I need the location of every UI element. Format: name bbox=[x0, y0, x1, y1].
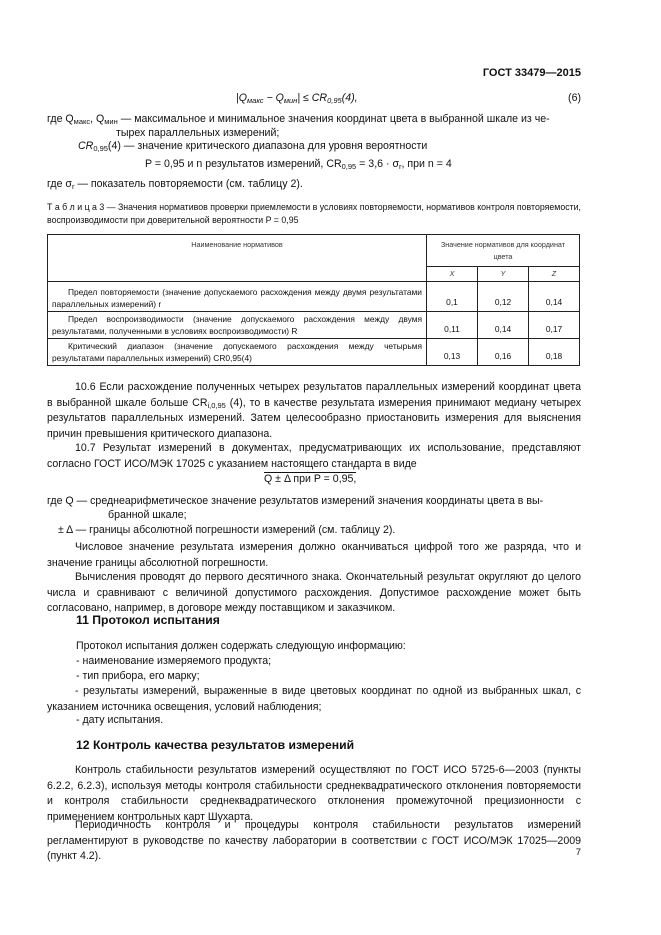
table-row: Предел воспроизводимости (значение допускаемого расхождения между двумя результатами, полученными в условиях воспроизводимости) R 0,11 0,14 0,17 bbox=[48, 312, 580, 339]
where-qmax-qmin: где $Q_{макс}$, $Q_{мин}$ — максимальное и минимальное значения координат цвета в выбранной шкале из че- bbox=[47, 113, 550, 126]
list-item: - тип прибора, его марку; bbox=[76, 670, 200, 682]
where-sigma: где $\sigma_r$ — показатель повторяемости (см. таблицу 2). bbox=[47, 178, 303, 191]
page-number: 7 bbox=[575, 847, 581, 858]
table-row: Критический диапазон (значение допускаемого расхождения между четырьмя результатами параллельных измерений) CR0,95(4) 0,13 0,16 0,18 bbox=[48, 339, 580, 366]
list-item: - дату испытания. bbox=[76, 714, 164, 726]
where-delta: ± Δ — границы абсолютной погрешности измерений (см. таблицу 2). bbox=[58, 524, 396, 536]
list-item: - наименование измеряемого продукта; bbox=[76, 655, 272, 667]
paragraph-calculations: Вычисления проводят до первого десятичного знака. Окончательный результат округляют до целого числа и сравнивают с величиной допустимого расхождения. Допустимое расхождение может быть согласовано, например, в договоре между поставщиком и заказчиком. bbox=[47, 571, 581, 614]
where-cr: $CR_{0,95}(4)$ — значение критического диапазона для уровня вероятности bbox=[78, 140, 428, 153]
col-header-value: Значение нормативов для координат цвета bbox=[427, 235, 580, 267]
table-3-caption: Т а б л и ц а 3 — Значения нормативов проверки приемлемости в условиях повторяемости, нормативов контроля повторяемости, воспроизводимости при доверительной вероятности P = 0,95 bbox=[47, 202, 582, 225]
paragraph-10-6: 10.6 Если расхождение полученных четырех результатов параллельных измерений координат цвета в выбранной шкале больше $CR_{i,0,95}$ (4), то в качестве результата измерения принимают медиану четырех результатов параллельных измерений. Затем целесообразно приостановить измерения для выяснения причин превышения критического диапазона. bbox=[47, 381, 581, 440]
section-11-title: 11 Протокол испытания bbox=[76, 613, 220, 627]
formula-6: $|Q_{макс} - Q_{мин}| \le CR_{0,95}(4)$, bbox=[236, 92, 358, 105]
where-q-cont: бранной шкале; bbox=[108, 509, 187, 521]
table-row: Предел повторяемости (значение допускаемого расхождения между двумя результатами параллельных измерений) r 0,1 0,12 0,14 bbox=[48, 282, 580, 312]
formula-6-number: (6) bbox=[568, 92, 581, 104]
paragraph-numeric-value: Числовое значение результата измерения должно оканчиваться цифрой того же разряда, что и значение границы абсолютной погрешности. bbox=[47, 541, 581, 569]
section-12-title: 12 Контроль качества результатов измерений bbox=[76, 738, 355, 752]
col-z: Z bbox=[529, 267, 580, 282]
col-header-name: Наименование нормативов bbox=[48, 235, 427, 282]
list-item: - результаты измерений, выраженные в виде цветовых координат по одной из выбранных шкал, с указанием источника освещения, условий наблюдения; bbox=[47, 685, 581, 713]
standard-header: ГОСТ 33479—2015 bbox=[482, 67, 581, 79]
section-12-paragraph-1: Контроль стабильности результатов измерений осуществляют по ГОСТ ИСО 5725-6—2003 (пункты 6.2.2, 6.2.3), используя методы контроля стабильности среднеквадратического отклонения повторяемости и контроля стабильности среднеквадратического отклонения промежуточной прецизионности с применением контрольных карт Шухарта. bbox=[47, 764, 581, 823]
section-12-paragraph-2: Периодичность контроля и процедуры контроля стабильности результатов измерений регламентируют в руководстве по качеству лаборатории в соответствии с ГОСТ ИСО/МЭК 17025—2009 (пункт 4.2). bbox=[47, 819, 581, 862]
formula-q: Q ± Δ при P = 0,95, bbox=[264, 473, 357, 485]
table-3 bbox=[47, 234, 580, 366]
where-p-line: P = 0,95 и n результатов измерений, $CR_{0,95} = 3,6 \cdot \sigma_r$, при n = 4 bbox=[145, 158, 452, 171]
where-q: где Q — среднеарифметическое значение результатов измерений значения координаты цвета в вы- bbox=[47, 495, 544, 507]
paragraph-10-7: 10.7 Результат измерений в документах, предусматривающих их использование, представляют согласно ГОСТ ИСО/МЭК 17025 с указанием настоящего стандарта в виде bbox=[47, 442, 581, 470]
col-y: Y bbox=[478, 267, 529, 282]
where-qmax-cont: тырех параллельных измерений; bbox=[116, 127, 280, 139]
col-x: X bbox=[427, 267, 478, 282]
section-11-intro: Протокол испытания должен содержать следующую информацию: bbox=[76, 640, 406, 652]
